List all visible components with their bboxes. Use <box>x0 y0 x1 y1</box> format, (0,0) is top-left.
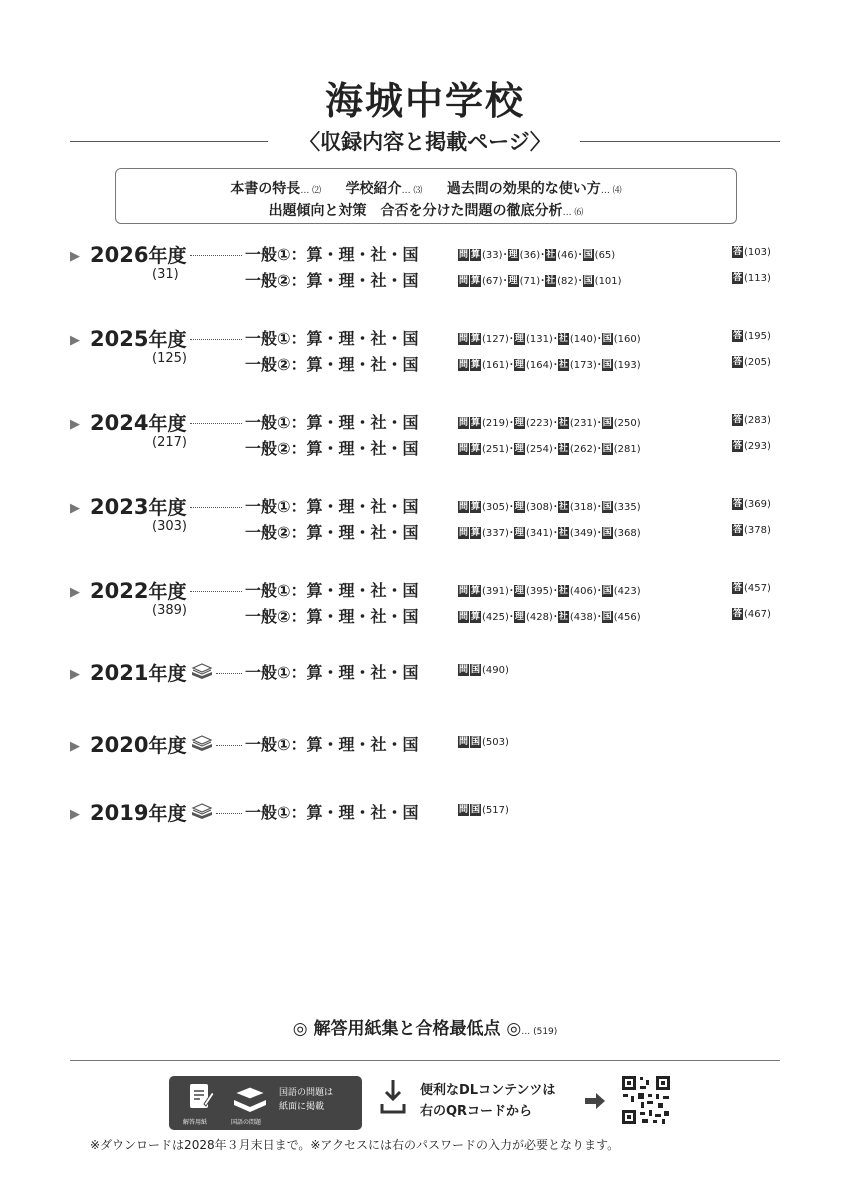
question-pages: 問 算 (127)･理 (131)･社 (140)･国 (160) <box>459 334 641 345</box>
exam-label[interactable]: 一般①：算・理・社・国 <box>245 581 419 600</box>
download-icon <box>380 1078 406 1118</box>
exam-label[interactable]: 一般②：算・理・社・国 <box>245 607 419 626</box>
triangle-bullet-icon: ▶ <box>70 667 80 682</box>
year-block-2019 <box>70 802 790 862</box>
circle-bullet-icon: ◎ <box>292 1019 308 1039</box>
question-pages: 問 国 (517) <box>459 805 509 816</box>
year-block-2025 <box>70 328 790 388</box>
exam-label[interactable]: 一般①：算・理・社・国 <box>245 803 419 822</box>
answer-page: 答 (293) <box>733 441 771 452</box>
feature-page: … ⑷ <box>600 186 622 196</box>
year-block-2021 <box>70 662 790 722</box>
exam-label[interactable]: 一般②：算・理・社・国 <box>245 355 419 374</box>
year-block-2020 <box>70 734 790 794</box>
year-page: (31) <box>152 267 179 282</box>
question-pages: 問 算 (391)･理 (395)･社 (406)･国 (423) <box>459 586 641 597</box>
answer-sheet-label[interactable]: 解答用紙集と合格最低点 <box>313 1019 501 1039</box>
book-stack-icon <box>190 660 214 680</box>
page-title: 海城中学校 <box>324 79 525 123</box>
features-row-1 <box>116 178 736 198</box>
download-badge-text: 国語の問題は 紙面に掲載 <box>279 1088 334 1112</box>
exam-label[interactable]: 一般①：算・理・社・国 <box>245 663 419 682</box>
exam-label[interactable]: 一般①：算・理・社・国 <box>245 735 419 754</box>
leader-dots <box>190 255 242 256</box>
question-pages: 問 算 (67)･理 (71)･社 (82)･国 (101) <box>459 276 622 287</box>
exam-label[interactable]: 一般①：算・理・社・国 <box>245 497 419 516</box>
question-pages: 問 算 (251)･理 (254)･社 (262)･国 (281) <box>459 444 641 455</box>
answer-sheet-page: … (519) <box>521 1027 558 1037</box>
icon-caption: 解答用紙 <box>183 1119 208 1126</box>
download-badge <box>169 1076 362 1130</box>
year-page: (217) <box>152 435 187 450</box>
triangle-bullet-icon: ▶ <box>70 585 80 600</box>
book-stack-icon <box>231 1082 269 1116</box>
leader-dots <box>216 745 242 746</box>
triangle-bullet-icon: ▶ <box>70 249 80 264</box>
answer-sheet-note <box>0 1014 850 1039</box>
leader-dots <box>190 339 242 340</box>
year-label[interactable]: 2021年度 <box>90 661 187 685</box>
year-page: (303) <box>152 519 187 534</box>
triangle-bullet-icon: ▶ <box>70 417 80 432</box>
leader-dots <box>190 591 242 592</box>
feature-page: … ⑹ <box>562 208 584 218</box>
exam-label[interactable]: 一般①：算・理・社・国 <box>245 329 419 348</box>
year-block-2024 <box>70 412 790 472</box>
answer-page: 答 (113) <box>733 273 771 284</box>
answer-page: 答 (369) <box>733 499 771 510</box>
year-block-2023 <box>70 496 790 556</box>
answer-page: 答 (467) <box>733 609 771 620</box>
question-pages: 問 算 (161)･理 (164)･社 (173)･国 (193) <box>459 360 641 371</box>
year-label[interactable]: 2026年度 <box>90 243 187 267</box>
question-pages: 問 国 (503) <box>459 737 509 748</box>
book-stack-icon <box>190 732 214 752</box>
book-stack-icon <box>190 800 214 820</box>
arrow-right-icon <box>584 1091 606 1111</box>
year-page: (125) <box>152 351 187 366</box>
year-block-2022 <box>70 580 790 640</box>
download-text: 便利なDLコンテンツは 右のQRコードから <box>420 1083 556 1119</box>
icon-caption: 国語の問題 <box>231 1119 262 1126</box>
answer-page: 答 (103) <box>733 247 771 258</box>
answer-page: 答 (378) <box>733 525 771 536</box>
circle-bullet-icon: ◎ <box>506 1019 522 1039</box>
year-block-2026 <box>70 244 790 304</box>
year-label[interactable]: 2019年度 <box>90 801 187 825</box>
subtitle: 〈収録内容と掲載ページ〉 <box>299 130 551 154</box>
question-pages: 問 算 (33)･理 (36)･社 (46)･国 (65) <box>459 250 616 261</box>
answer-page: 答 (457) <box>733 583 771 594</box>
exam-label[interactable]: 一般②：算・理・社・国 <box>245 523 419 542</box>
question-pages: 問 算 (219)･理 (223)･社 (231)･国 (250) <box>459 418 641 429</box>
feature-page: … ⑵ <box>300 186 322 196</box>
feature-page: … ⑶ <box>401 186 423 196</box>
feature-label[interactable]: 学校紹介 <box>345 181 402 197</box>
exam-label[interactable]: 一般①：算・理・社・国 <box>245 413 419 432</box>
year-page: (389) <box>152 603 187 618</box>
features-box <box>115 168 737 224</box>
divider <box>70 1060 780 1061</box>
question-pages: 問 国 (490) <box>459 665 509 676</box>
exam-label[interactable]: 一般②：算・理・社・国 <box>245 271 419 290</box>
features-row-2 <box>116 200 736 220</box>
year-label[interactable]: 2024年度 <box>90 411 187 435</box>
answer-page: 答 (195) <box>733 331 771 342</box>
document-pencil-icon <box>187 1082 215 1116</box>
leader-dots <box>190 507 242 508</box>
answer-page: 答 (283) <box>733 415 771 426</box>
triangle-bullet-icon: ▶ <box>70 501 80 516</box>
year-label[interactable]: 2023年度 <box>90 495 187 519</box>
triangle-bullet-icon: ▶ <box>70 333 80 348</box>
answer-page: 答 (205) <box>733 357 771 368</box>
year-label[interactable]: 2022年度 <box>90 579 187 603</box>
feature-label[interactable]: 本書の特長 <box>230 181 301 197</box>
exam-label[interactable]: 一般②：算・理・社・国 <box>245 439 419 458</box>
footnote: ※ダウンロードは2028年３月末日まで。※アクセスには右のパスワードの入力が必要となります。 <box>90 1138 620 1152</box>
subtitle-rule-right <box>580 141 780 142</box>
leader-dots <box>216 673 242 674</box>
leader-dots <box>216 813 242 814</box>
question-pages: 問 算 (425)･理 (428)･社 (438)･国 (456) <box>459 612 641 623</box>
qr-code-icon[interactable] <box>620 1074 672 1126</box>
exam-label[interactable]: 一般①：算・理・社・国 <box>245 245 419 264</box>
question-pages: 問 算 (337)･理 (341)･社 (349)･国 (368) <box>459 528 641 539</box>
question-pages: 問 算 (305)･理 (308)･社 (318)･国 (335) <box>459 502 641 513</box>
triangle-bullet-icon: ▶ <box>70 739 80 754</box>
year-label[interactable]: 2020年度 <box>90 733 187 757</box>
leader-dots <box>190 423 242 424</box>
triangle-bullet-icon: ▶ <box>70 807 80 822</box>
feature-label[interactable]: 出題傾向と対策 合否を分けた問題の徹底分析 <box>268 203 563 219</box>
feature-label[interactable]: 過去問の効果的な使い方 <box>446 181 601 197</box>
year-label[interactable]: 2025年度 <box>90 327 187 351</box>
